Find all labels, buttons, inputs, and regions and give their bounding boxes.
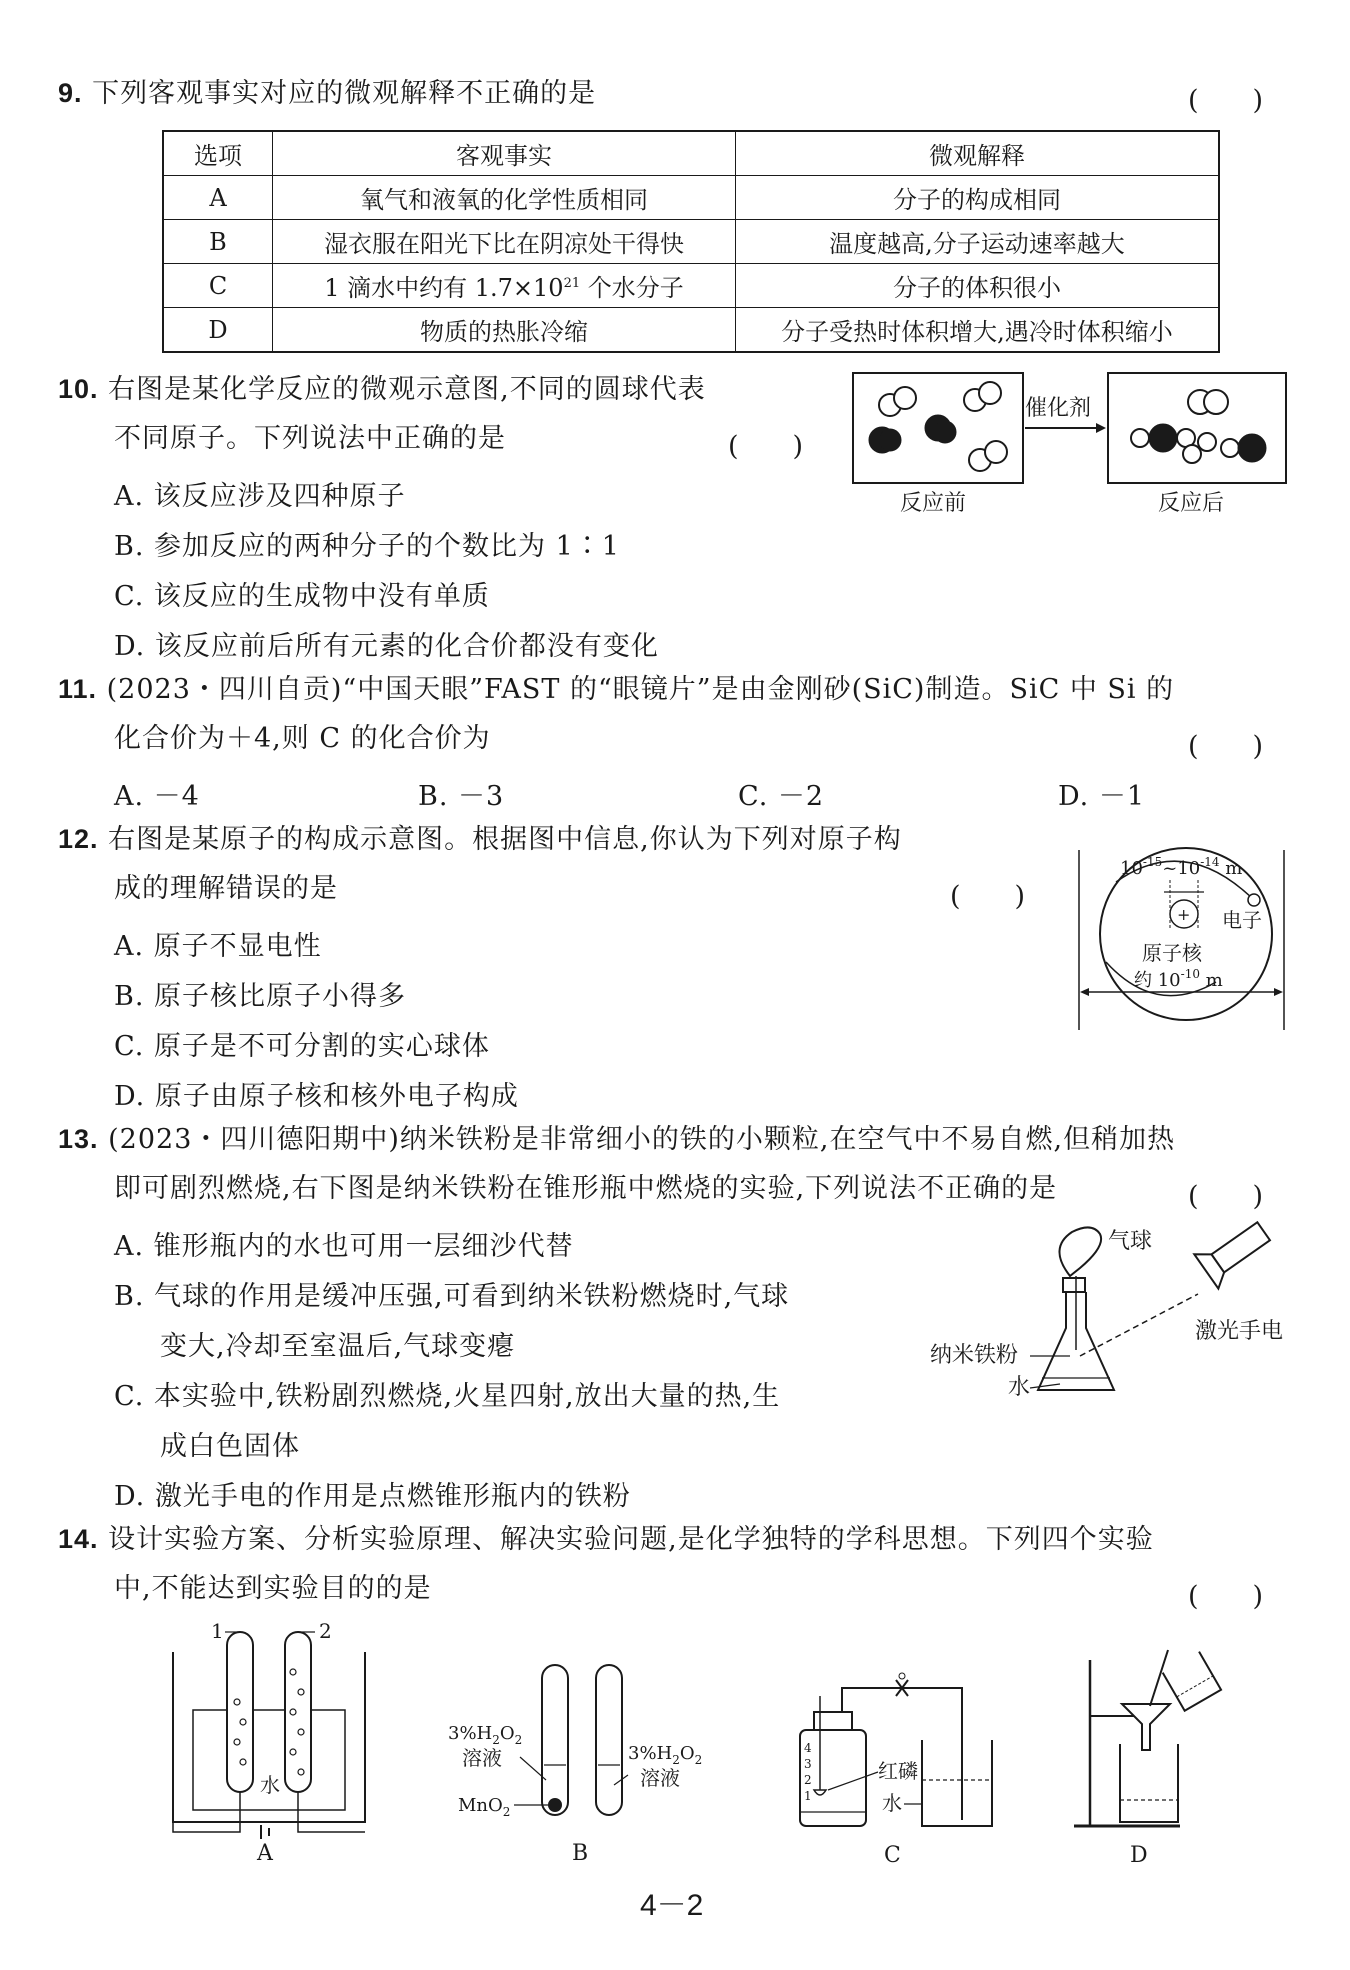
q11-answer-paren[interactable]: ( )	[1188, 731, 1264, 762]
q12-text-line1: 右图是某原子的构成示意图。根据图中信息,你认为下列对原子构	[108, 824, 902, 855]
mno2-particles	[548, 1798, 562, 1812]
beaker	[922, 1740, 992, 1826]
table-cell: 温度越高,分子运动速率越大	[736, 220, 1220, 264]
test-tube-right	[596, 1665, 622, 1815]
q13-stem	[58, 1114, 1175, 1165]
table-header-cell: 客观事实	[273, 131, 736, 176]
table-header-cell: 微观解释	[736, 131, 1220, 176]
q13-option-c-cont: 成白色固体	[160, 1431, 300, 1462]
q13-option-b-cont: 变大,冷却至室温后,气球变瘪	[160, 1331, 516, 1362]
solution-label-left: 溶液	[462, 1746, 502, 1770]
table-cell: A	[163, 176, 273, 220]
q10-option-b[interactable]: B. 参加反应的两种分子的个数比为 1∶1	[114, 531, 620, 562]
figure-b-label: B	[572, 1841, 589, 1866]
q12-option-d[interactable]: D. 原子由原子核和核外电子构成	[114, 1081, 519, 1112]
electron-icon	[1248, 894, 1260, 906]
table-row	[163, 308, 1219, 353]
svg-text:3%H2O2: $3\%H_2O_2$	[628, 1743, 703, 1767]
scale-mark: 4	[804, 1741, 812, 1755]
q12-answer-paren[interactable]: ( )	[950, 881, 1026, 912]
q10-option-d[interactable]: D. 该反应前后所有元素的化合价都没有变化	[114, 631, 659, 662]
fact-text: 1 滴水中约有 1.7×10	[324, 274, 564, 302]
balloon-label: 气球	[1108, 1229, 1153, 1254]
q10-option-a[interactable]: A. 该反应涉及四种原子	[114, 481, 406, 512]
figure-d-filtration[interactable]	[1070, 1640, 1250, 1868]
page-number: 4－2	[640, 1889, 704, 1922]
tube-2	[285, 1632, 311, 1792]
q13-number: 13.	[58, 1124, 99, 1154]
figure-d-label: D	[1130, 1843, 1148, 1868]
q13-option-a[interactable]: A. 锥形瓶内的水也可用一层细沙代替	[114, 1231, 574, 1262]
q11-option-b[interactable]: B. －3	[418, 781, 505, 812]
table-header-cell: 选项	[163, 131, 273, 176]
fact-text: 个水分子	[580, 274, 684, 302]
q14-stem	[58, 1514, 1154, 1565]
q9-text: 下列客观事实对应的微观解释不正确的是	[92, 78, 597, 109]
test-tube-left	[542, 1665, 568, 1815]
nucleus-label: 原子核	[1142, 941, 1202, 965]
nucleus-size-label: $10^{-15}\sim 10^{-14}$ m	[1120, 855, 1243, 879]
svg-text:3%H2O2: $3\%H_2O_2$	[448, 1723, 523, 1747]
q12-option-b[interactable]: B. 原子核比原子小得多	[114, 981, 407, 1012]
tube-1-label: 1	[211, 1619, 224, 1643]
q10-stem-line2: 不同原子。下列说法中正确的是	[114, 423, 506, 454]
table-header-row	[163, 131, 1219, 176]
q14-answer-paren[interactable]: ( )	[1188, 1581, 1264, 1612]
q13-answer-paren[interactable]: ( )	[1188, 1181, 1264, 1212]
stopper	[1063, 1278, 1085, 1292]
q9-table	[162, 130, 1220, 353]
q11-number: 11.	[58, 674, 98, 704]
table-row	[163, 220, 1219, 264]
table-cell: 物质的热胀冷缩	[273, 308, 736, 353]
water-label: 水	[260, 1773, 280, 1797]
tube-2-label: 2	[319, 1619, 332, 1643]
molecule	[869, 415, 956, 453]
q11-option-c[interactable]: C. －2	[738, 781, 825, 812]
table-cell	[273, 264, 736, 308]
table-cell: 分子的构成相同	[736, 176, 1220, 220]
q13-option-d[interactable]: D. 激光手电的作用是点燃锥形瓶内的铁粉	[114, 1481, 631, 1512]
svg-text:+: +	[1177, 905, 1191, 924]
q10-number: 10.	[58, 374, 99, 404]
q13-option-c[interactable]: C. 本实验中,铁粉剧烈燃烧,火星四射,放出大量的热,生	[114, 1381, 781, 1412]
svg-text:MnO2: MnO$_2$	[458, 1795, 511, 1819]
laser-label: 激光手电	[1195, 1319, 1284, 1344]
phosphorus-label: 红磷	[878, 1759, 918, 1783]
table-cell: 氧气和液氧的化学性质相同	[273, 176, 736, 220]
q12-option-c[interactable]: C. 原子是不可分割的实心球体	[114, 1031, 490, 1062]
q12-stem	[58, 814, 902, 865]
scale-mark: 2	[804, 1773, 812, 1787]
figure-c-phosphorus[interactable]	[792, 1640, 1002, 1868]
q13-stem-line2: 即可剧烈燃烧,右下图是纳米铁粉在锥形瓶中燃烧的实验,下列说法不正确的是	[114, 1173, 1058, 1204]
molecule	[1131, 390, 1239, 463]
q11-text-line1: (2023・四川自贡)“中国天眼”FAST 的“眼镜片”是由金刚砂(SiC)制造。SiC 中 Si 的	[106, 674, 1175, 705]
laser-flashlight-icon	[1194, 1214, 1275, 1289]
funnel	[1122, 1704, 1170, 1750]
balloon-icon	[1059, 1227, 1101, 1276]
iron-powder-experiment	[930, 1218, 1290, 1418]
beaker	[1120, 1744, 1178, 1822]
q10-text-line1: 右图是某化学反应的微观示意图,不同的圆球代表	[108, 374, 706, 405]
q10-answer-paren[interactable]: ( )	[728, 431, 804, 462]
atom-structure-diagram	[1076, 842, 1296, 1032]
exponent: 21	[563, 276, 581, 291]
wire	[173, 1792, 240, 1832]
electron-label: 电子	[1222, 908, 1262, 932]
q14-number: 14.	[58, 1524, 99, 1554]
atom-size-label: 约 $10^{-10}$ m	[1134, 967, 1223, 991]
q11-option-a[interactable]: A. －4	[114, 781, 200, 812]
table-cell: 分子的体积很小	[736, 264, 1220, 308]
catalyst-label: 催化剂	[1025, 396, 1092, 421]
q11-stem	[58, 664, 1174, 715]
q10-option-c[interactable]: C. 该反应的生成物中没有单质	[114, 581, 490, 612]
clamp-icon	[896, 1673, 908, 1696]
q10-stem	[58, 364, 706, 415]
q9-number: 9.	[58, 78, 83, 108]
table-cell: 湿衣服在阳光下比在阴凉处干得快	[273, 220, 736, 264]
after-label: 反应后	[1158, 491, 1225, 516]
figure-c-label: C	[884, 1843, 901, 1868]
before-label: 反应前	[900, 491, 967, 516]
wire	[298, 1792, 365, 1832]
pouring-beaker	[1163, 1652, 1221, 1711]
q13-option-b[interactable]: B. 气球的作用是缓冲压强,可看到纳米铁粉燃烧时,气球	[114, 1281, 790, 1312]
q11-option-d[interactable]: D. －1	[1058, 781, 1146, 812]
water-label: 水	[1008, 1375, 1031, 1400]
table-cell: C	[163, 264, 273, 308]
q14-text-line1: 设计实验方案、分析实验原理、解决实验问题,是化学独特的学科思想。下列四个实验	[108, 1524, 1154, 1555]
q9-answer-paren[interactable]: ( )	[1188, 85, 1264, 116]
water-label: 水	[882, 1791, 902, 1815]
scale-mark: 1	[804, 1789, 812, 1803]
laser-beam	[1080, 1294, 1198, 1356]
tube-1	[227, 1632, 253, 1792]
q12-option-a[interactable]: A. 原子不显电性	[114, 931, 322, 962]
q12-number: 12.	[58, 824, 99, 854]
table-cell: 分子受热时体积增大,遇冷时体积缩小	[736, 308, 1220, 353]
table-cell: D	[163, 308, 273, 353]
table-row	[163, 264, 1219, 308]
q13-text-line1: (2023・四川德阳期中)纳米铁粉是非常细小的铁的小颗粒,在空气中不易自燃,但稍加热	[108, 1124, 1176, 1155]
table-row	[163, 176, 1219, 220]
table-cell: B	[163, 220, 273, 264]
reaction-diagram	[850, 370, 1290, 520]
figure-b-h2o2[interactable]	[448, 1655, 738, 1865]
q12-stem-line2: 成的理解错误的是	[114, 873, 338, 904]
figure-a-label: A	[257, 1841, 273, 1866]
q14-stem-line2: 中,不能达到实验目的的是	[114, 1573, 432, 1604]
q9-stem	[58, 68, 596, 119]
powder-label: 纳米铁粉	[930, 1343, 1019, 1368]
scale-mark: 3	[804, 1757, 812, 1771]
q11-stem-line2: 化合价为＋4,则 C 的化合价为	[114, 723, 491, 754]
figure-a-electrolysis[interactable]	[165, 1619, 375, 1866]
solution-label-right: 溶液	[640, 1766, 680, 1790]
